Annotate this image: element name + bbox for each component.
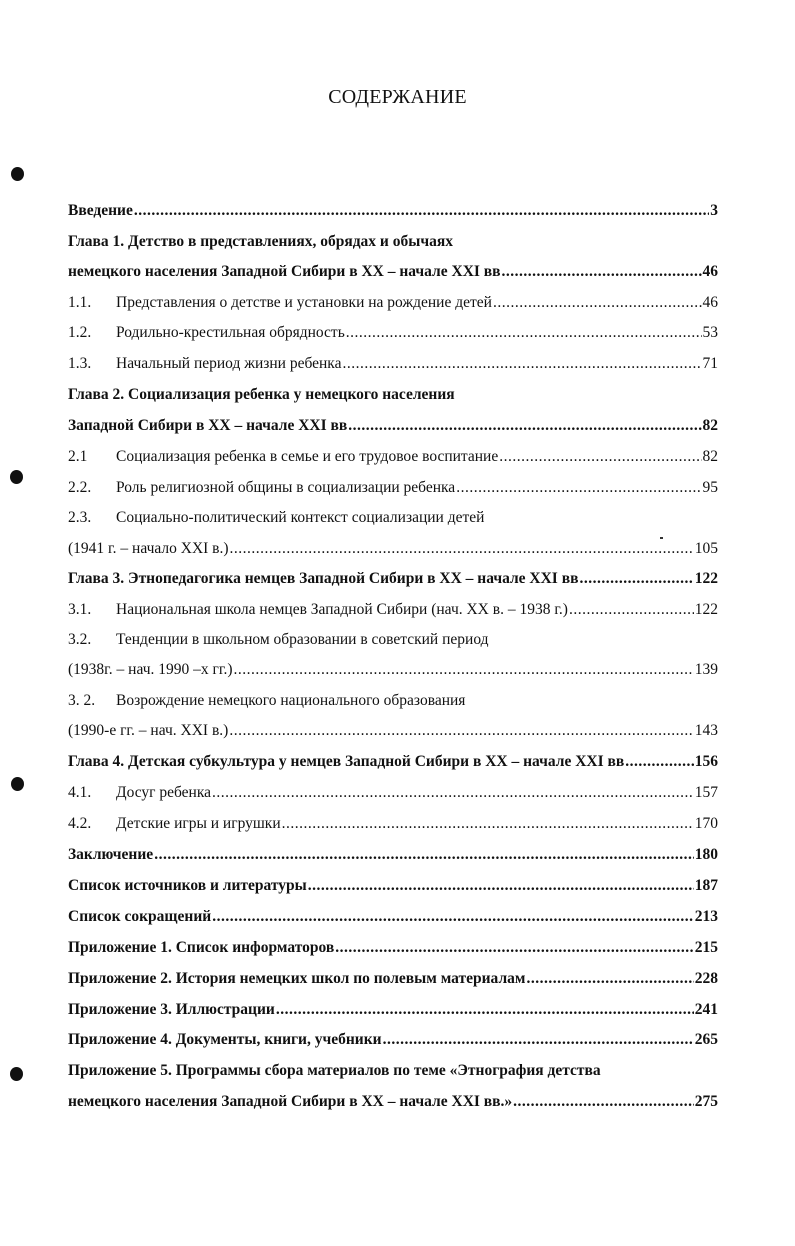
toc-entry-title: немецкого населения Западной Сибири в XX – начале XXI вв — [68, 263, 501, 280]
toc-entry-title: Родильно-крестильная обрядность — [116, 324, 345, 341]
dot-leader — [499, 448, 701, 466]
dot-leader — [456, 479, 701, 497]
dot-leader — [513, 1093, 694, 1111]
punch-hole-mark — [11, 167, 24, 181]
dot-leader — [335, 939, 694, 957]
dot-leader — [569, 601, 694, 619]
toc-entry — [68, 722, 718, 744]
toc-entry — [68, 386, 718, 408]
toc-entry-title: Приложение 4. Документы, книги, учебники — [68, 1031, 382, 1048]
toc-entry-title: Начальный период жизни ребенка — [116, 355, 342, 372]
toc-entry-page: 143 — [694, 722, 718, 739]
toc-entry-page: 180 — [694, 846, 718, 863]
toc-entry-page: 122 — [694, 570, 718, 587]
dot-leader — [234, 661, 694, 679]
dot-leader — [502, 263, 702, 281]
toc-entry-title: Глава 2. Социализация ребенка у немецкого населения — [68, 386, 455, 403]
toc-entry-page: 46 — [702, 294, 718, 311]
toc-entry — [68, 509, 718, 531]
toc-entry — [68, 601, 718, 623]
toc-entry-number: 3.2. — [68, 631, 92, 648]
toc-entry-title: Приложение 5. Программы сбора материалов по теме «Этнография детства — [68, 1062, 601, 1079]
toc-entry — [68, 294, 718, 316]
toc-entry-title: Представления о детстве и установки на рождение детей — [116, 294, 492, 311]
toc-entry-title: Социализация ребенка в семье и его трудовое воспитание — [116, 448, 499, 465]
dot-leader — [282, 815, 694, 833]
toc-entry — [68, 448, 718, 470]
toc-entry-title: (1990-е гг. – нач. XXI в.) — [68, 722, 229, 739]
toc-entry — [68, 202, 718, 224]
dot-leader — [579, 570, 693, 588]
toc-entry-page: 105 — [694, 540, 718, 557]
toc-entry — [68, 970, 718, 992]
dot-leader — [348, 417, 701, 435]
toc-entry — [68, 570, 718, 592]
toc-entry-title: (1941 г. – начало XXI в.) — [68, 540, 229, 557]
toc-entry — [68, 263, 718, 285]
toc-entry-page: 122 — [694, 601, 718, 618]
toc-entry-title: Приложение 2. История немецких школ по полевым материалам — [68, 970, 526, 987]
toc-entry — [68, 939, 718, 961]
toc-entry-page: 228 — [694, 970, 718, 987]
toc-entry-page: 170 — [694, 815, 718, 832]
dot-leader — [308, 877, 694, 895]
toc-entry-page: 265 — [694, 1031, 718, 1048]
toc-entry-number: 1.3. — [68, 355, 92, 372]
toc-entry-title: Глава 3. Этнопедагогика немцев Западной Сибири в XX – начале XXI вв — [68, 570, 579, 587]
toc-entry-page: 82 — [702, 417, 718, 434]
toc-entry-title: Список сокращений — [68, 908, 212, 925]
toc-entry-title: Роль религиозной общины в социализации ребенка — [116, 479, 456, 496]
toc-entry-page: 275 — [694, 1093, 718, 1110]
dot-leader — [625, 753, 693, 771]
toc-entry-title: Досуг ребенка — [116, 784, 212, 801]
toc-entry-page: 95 — [702, 479, 718, 496]
dot-leader — [383, 1031, 694, 1049]
toc-entry-number: 4.2. — [68, 815, 92, 832]
toc-entry-title: Социально-политический контекст социализации детей — [116, 509, 485, 526]
toc-entry-title: Западной Сибири в XX – начале XXI вв — [68, 417, 348, 434]
toc-entry — [68, 417, 718, 439]
toc-entry-page: 3 — [710, 202, 718, 219]
toc-entry — [68, 1031, 718, 1053]
toc-entry-title: Заключение — [68, 846, 154, 863]
toc-entry-page: 157 — [694, 784, 718, 801]
dot-leader — [276, 1001, 694, 1019]
dot-leader — [154, 846, 694, 864]
dot-leader — [230, 540, 694, 558]
dot-leader — [493, 294, 702, 312]
toc-entry-title: Возрождение немецкого национального образования — [116, 692, 466, 709]
toc-entry — [68, 908, 718, 930]
toc-entry — [68, 233, 718, 255]
toc-entry-page: 156 — [694, 753, 718, 770]
toc-entry-title: Приложение 1. Список информаторов — [68, 939, 335, 956]
toc-entry-page: 82 — [702, 448, 718, 465]
toc-entry-number: 3.1. — [68, 601, 92, 618]
dot-leader — [134, 202, 709, 220]
toc-entry-number: 2.2. — [68, 479, 92, 496]
toc-entry-page: 53 — [702, 324, 718, 341]
toc-entry — [68, 540, 718, 562]
toc-entry — [68, 846, 718, 868]
toc-entry-title: Введение — [68, 202, 133, 219]
toc-entry — [68, 479, 718, 501]
toc-entry-page: 71 — [702, 355, 718, 372]
toc-entry — [68, 355, 718, 377]
toc-entry — [68, 815, 718, 837]
toc-entry — [68, 1001, 718, 1023]
toc-entry — [68, 324, 718, 346]
toc-entry-title: немецкого населения Западной Сибири в XX – начале XXI вв.» — [68, 1093, 513, 1110]
dot-leader — [526, 970, 693, 988]
toc-entry — [68, 1062, 718, 1084]
dot-leader — [342, 355, 701, 373]
punch-hole-mark — [10, 470, 23, 484]
toc-entry-page: 139 — [694, 661, 718, 678]
dot-leader — [229, 722, 693, 740]
toc-entry — [68, 692, 718, 714]
dot-leader — [212, 784, 694, 802]
punch-hole-mark — [10, 1067, 23, 1081]
toc-entry-number: 3. 2. — [68, 692, 96, 709]
toc-entry-page: 187 — [694, 877, 718, 894]
toc-entry-title: Список источников и литературы — [68, 877, 307, 894]
toc-entry-title: Национальная школа немцев Западной Сибири (нач. XX в. – 1938 г.) — [116, 601, 568, 618]
toc-entry-page: 213 — [694, 908, 718, 925]
toc-entry — [68, 631, 718, 653]
toc-entry-title: (1938г. – нач. 1990 –х гг.) — [68, 661, 233, 678]
toc-entry-page: 241 — [694, 1001, 718, 1018]
toc-entry-page: 215 — [694, 939, 718, 956]
toc-entry-number: 4.1. — [68, 784, 92, 801]
toc-entry-page: 46 — [702, 263, 718, 280]
toc-entry-title: Глава 1. Детство в представлениях, обрядах и обычаях — [68, 233, 453, 250]
toc-entry-number: 1.1. — [68, 294, 92, 311]
toc-entry-number: 1.2. — [68, 324, 92, 341]
toc-entry — [68, 1093, 718, 1115]
dot-leader — [212, 908, 694, 926]
toc-entry — [68, 753, 718, 775]
toc-entry-number: 2.1 — [68, 448, 88, 465]
dot-leader — [346, 324, 702, 342]
toc-entry-title: Приложение 3. Иллюстрации — [68, 1001, 275, 1018]
page-title: СОДЕРЖАНИЕ — [328, 86, 467, 108]
toc-entry — [68, 877, 718, 899]
toc-entry-title: Глава 4. Детская субкультура у немцев Западной Сибири в XX – начале XXI вв — [68, 753, 625, 770]
toc-entry-title: Тенденции в школьном образовании в советский период — [116, 631, 489, 648]
speck-mark — [660, 537, 663, 539]
punch-hole-mark — [11, 777, 24, 791]
toc-entry — [68, 661, 718, 683]
toc-entry — [68, 784, 718, 806]
toc-entry-title: Детские игры и игрушки — [116, 815, 281, 832]
toc-entry-number: 2.3. — [68, 509, 92, 526]
